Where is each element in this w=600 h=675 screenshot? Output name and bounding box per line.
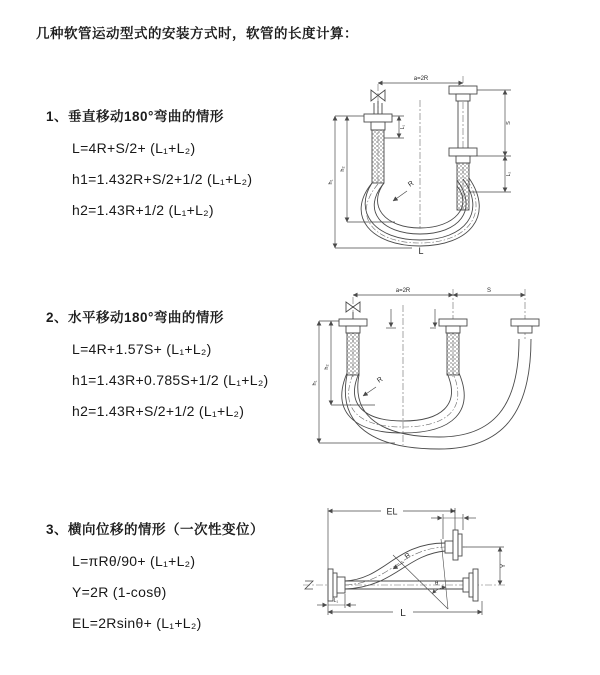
dim-label-s: S — [486, 288, 492, 294]
formula-line: h2=1.43R+1/2 (L₁+L₂) — [72, 201, 214, 218]
radius-leader — [363, 387, 376, 396]
formula-line: EL=2Rsinθ+ (L₁+L₂) — [72, 614, 202, 631]
section-3 — [46, 518, 264, 638]
dim-label-l: L — [418, 246, 424, 256]
dim-label-a2r: a=2R — [395, 288, 411, 294]
angle-construction — [393, 539, 448, 609]
diagram-lateral-displacement — [295, 497, 587, 632]
dim-lines-right — [470, 90, 511, 192]
formula-line: h1=1.432R+S/2+1/2 (L₁+L₂) — [72, 170, 253, 187]
radius-label-r: R — [403, 551, 413, 561]
stroke-arrows — [386, 309, 436, 328]
formula-line: h1=1.43R+0.785S+1/2 (L₁+L₂) — [72, 371, 269, 388]
dim-label-l2: L₂ — [506, 171, 512, 177]
section-2-formulas — [72, 333, 269, 426]
section-3-heading: 3、横向位移的情形（一次性变位） — [46, 522, 265, 537]
upper-fitting — [445, 530, 462, 560]
section-1-heading: 1、垂直移动180°弯曲的情形 — [46, 109, 224, 124]
left-hose-braid — [347, 333, 359, 375]
diagram-vertical-180 — [313, 70, 558, 260]
hose-bend-arcs — [342, 339, 531, 449]
dim-label-h2: h₂ — [324, 364, 330, 370]
dim-label-l1: L₁ — [400, 124, 406, 130]
angle-label-theta: θ — [435, 581, 439, 587]
section-2-heading: 2、水平移动180°弯曲的情形 — [46, 310, 224, 325]
dim-label-h1: h₁ — [312, 380, 318, 386]
formula-line: Y=2R (1-cosθ) — [72, 583, 167, 600]
dim-label-l2: L₂ — [450, 508, 456, 514]
dim-label-s: S — [506, 121, 512, 125]
radius-label-r: R — [407, 180, 416, 189]
dim-label-h1: h₁ — [328, 179, 334, 185]
left-fitting — [364, 114, 392, 130]
dim-label-y: Y — [500, 563, 507, 569]
left-fitting — [328, 569, 345, 601]
formula-line: L=4R+S/2+ (L₁+L₂) — [72, 139, 196, 156]
diagram-horizontal-180 — [303, 283, 565, 458]
radius-leader — [393, 191, 407, 201]
right-fitting-lower — [449, 148, 477, 163]
dim-label-l1: L₁ — [333, 598, 339, 604]
section-1 — [46, 105, 252, 225]
right-fitting — [463, 569, 478, 601]
formula-line: L=4R+1.57S+ (L₁+L₂) — [72, 340, 212, 357]
dim-label-l: L — [400, 608, 406, 619]
centerlines — [353, 289, 525, 445]
middle-hose-braid — [447, 333, 459, 375]
formula-line: L=πRθ/90+ (L₁+L₂) — [72, 552, 196, 569]
page-title: 几种软管运动型式的安装方式时，软管的长度计算： — [36, 26, 358, 41]
section-2 — [46, 306, 269, 426]
formula-line: h2=1.43R+S/2+1/2 (L₁+L₂) — [72, 402, 245, 419]
radius-label-r: R — [376, 376, 385, 385]
dim-label-el: EL — [386, 506, 398, 517]
dim-label-h2: h₂ — [340, 166, 346, 172]
left-hose-braid — [372, 130, 384, 183]
dim-label-a2r: a=2R — [413, 76, 429, 82]
section-1-formulas — [72, 132, 252, 225]
section-3-formulas — [72, 545, 264, 638]
fittings — [339, 319, 539, 333]
